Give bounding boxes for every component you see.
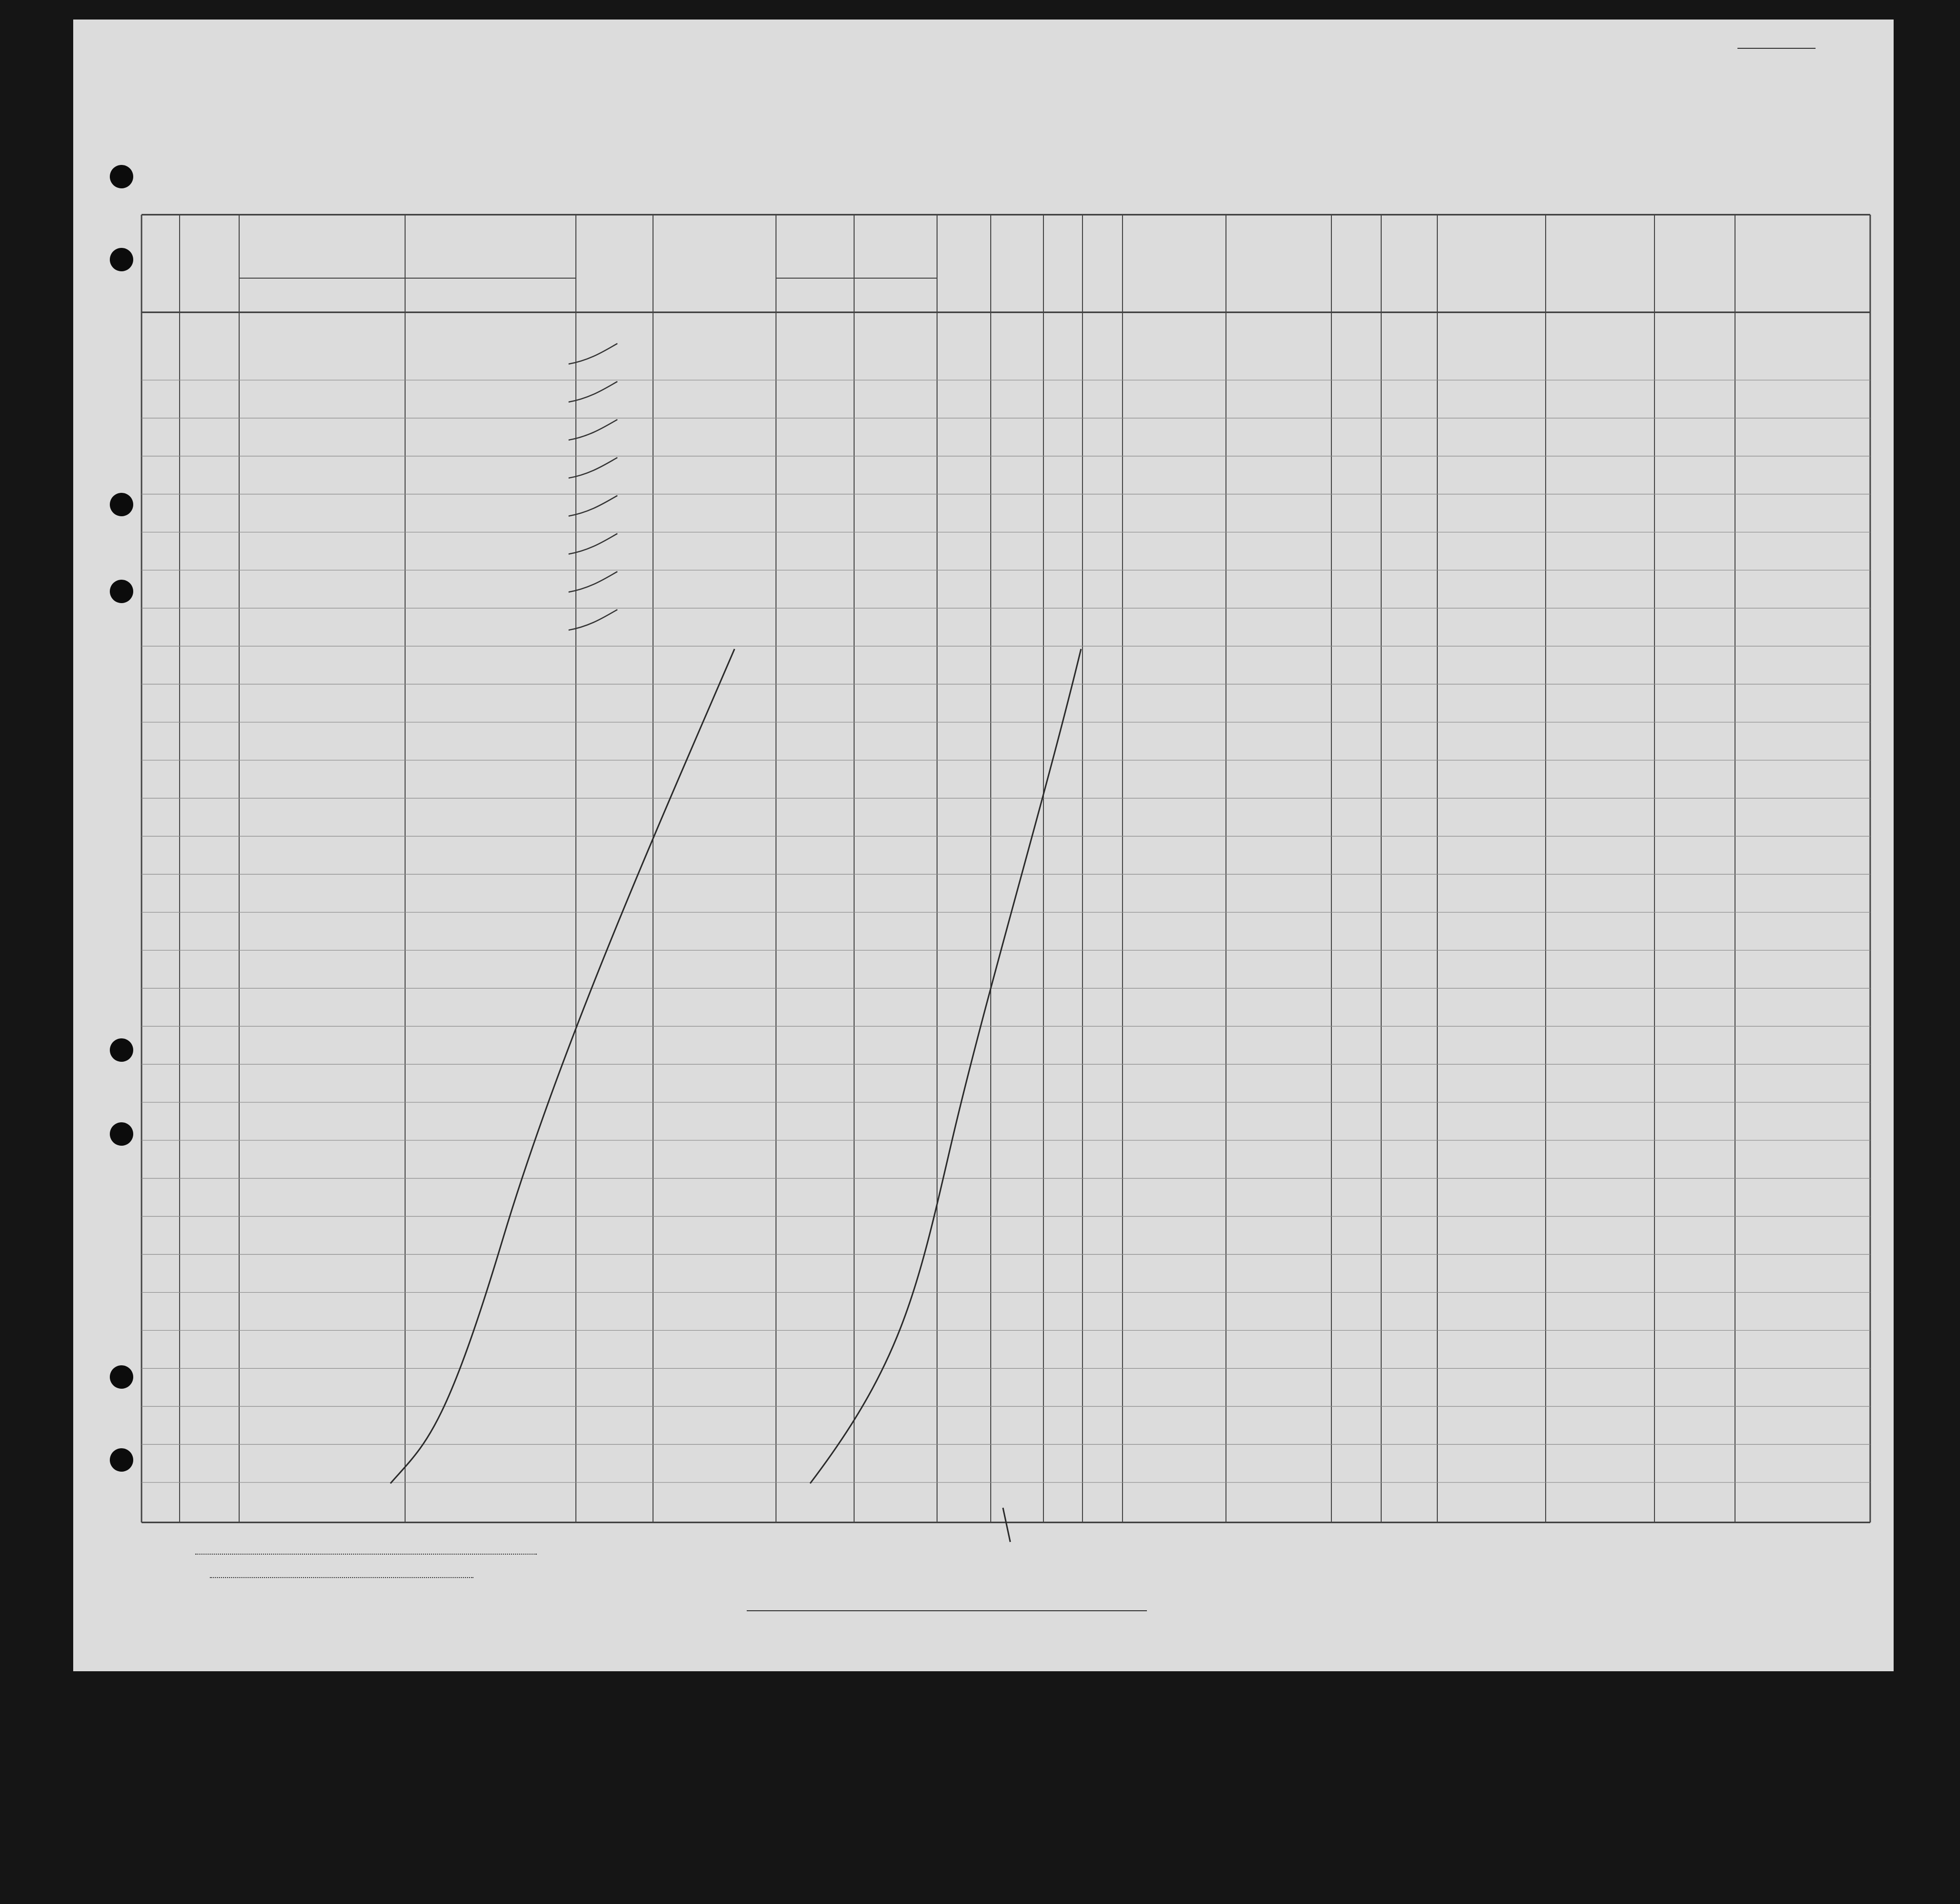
owners-value xyxy=(210,1577,473,1578)
binder-hole xyxy=(110,493,133,516)
binder-hole xyxy=(110,1122,133,1146)
binder-hole xyxy=(110,1448,133,1472)
signature-line xyxy=(747,1610,1147,1611)
binder-hole xyxy=(110,1365,133,1389)
manifest-sheet xyxy=(73,20,1894,1671)
cancel-stroke-right xyxy=(810,649,1081,1483)
binder-hole xyxy=(110,165,133,188)
line-value xyxy=(195,1554,537,1555)
binder-hole xyxy=(110,1038,133,1062)
binder-hole xyxy=(110,248,133,271)
binder-hole xyxy=(110,580,133,603)
cancel-stroke-left xyxy=(390,649,735,1483)
sheet-number xyxy=(1737,48,1816,49)
signature-mark xyxy=(1003,1508,1010,1542)
ruled-grid xyxy=(73,20,1894,1671)
